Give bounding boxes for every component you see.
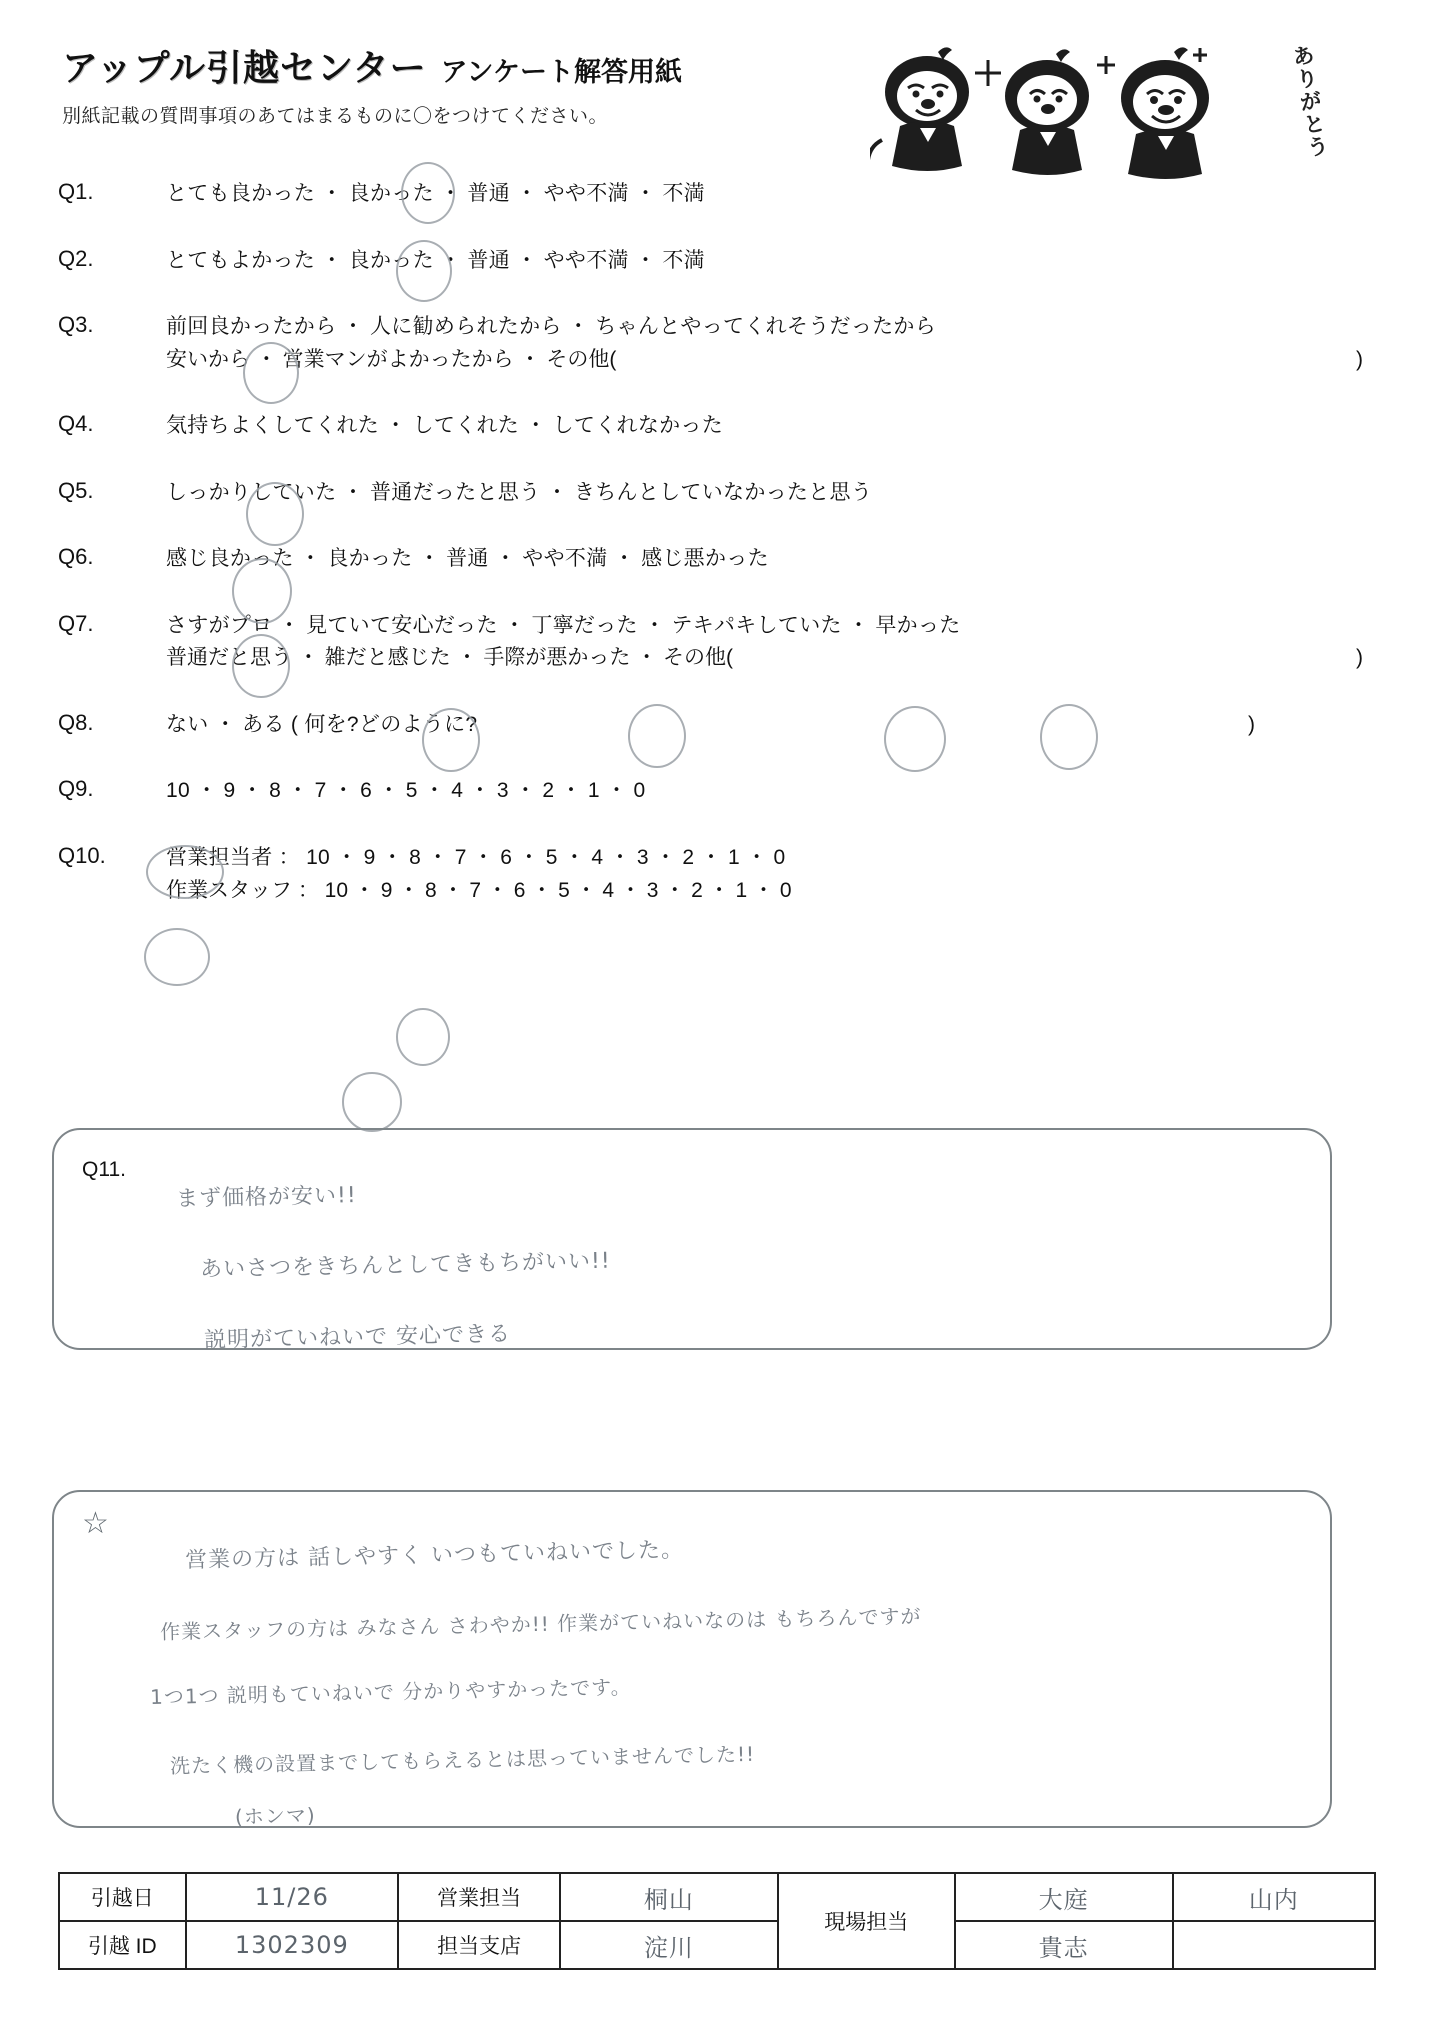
question-q7-options-line2[interactable] (166, 642, 1378, 675)
question-q3-options-line1[interactable]: 前回良かったから ・ 人に勧められたから ・ ちゃんとやってくれそうだったから (166, 315, 937, 339)
question-q6-number: Q6. (58, 544, 94, 570)
question-q8-options[interactable] (166, 709, 1378, 742)
question-q7-number: Q7. (58, 610, 94, 636)
footer-info-table (58, 1872, 1376, 1970)
question-q3-options-line2[interactable] (166, 344, 1378, 377)
mascot-characters-illustration (870, 30, 1290, 190)
thanks-char-2: り (1295, 66, 1322, 93)
question-q3-line2-text: 安いから ・ 営業マンがよかったから ・ その他( (166, 347, 617, 371)
comment-free-line-2: 作業スタッフの方は みなさん さわやか!! 作業がていねいなのは もちろんですが (159, 1604, 922, 1644)
question-q5 (58, 477, 1378, 510)
question-q8 (58, 709, 1378, 742)
question-q2-number: Q2. (58, 245, 94, 271)
comment-box-q11[interactable] (52, 1128, 1332, 1350)
move-id-value[interactable]: 1302309 (186, 1921, 399, 1969)
branch-label: 担当支店 (398, 1921, 560, 1969)
question-q7-line2-text: 普通だと思う ・ 雑だと感じた ・ 手際が悪かった ・ その他( (166, 646, 733, 670)
question-q1-options[interactable]: とても良かった ・ 良かった ・ 普通 ・ やや不満 ・ 不満 (166, 182, 705, 205)
answer-mark-q10-sales (396, 1008, 450, 1066)
question-q7-close-paren: ) (1356, 646, 1363, 670)
question-q7 (58, 610, 1378, 643)
thanks-char-1: あ (1291, 43, 1318, 70)
questions-list (58, 178, 1378, 907)
answer-mark-q10-staff (342, 1072, 402, 1132)
question-q2 (58, 245, 1378, 278)
comment-free-line-3: 1つ1つ 説明もていねいで 分かりやすかったです。 (149, 1674, 632, 1710)
question-q8-close-paren: ) (1248, 712, 1256, 736)
question-q1-number: Q1. (58, 179, 94, 204)
move-id-label: 引越 ID (59, 1921, 186, 1969)
question-q10-number: Q10. (58, 843, 106, 869)
question-q2-options[interactable]: とてもよかった ・ 良かった ・ 普通 ・ やや不満 ・ 不満 (166, 248, 705, 272)
move-date-value[interactable]: 11/26 (186, 1873, 399, 1921)
question-q4 (58, 410, 1378, 443)
comment-q11-line-3: 説明がていねいで 安心できる (203, 1321, 512, 1354)
question-q3-number: Q3. (58, 312, 94, 338)
comment-q11-line-2: あいさつをきちんとしてきもちがいい!! (199, 1248, 611, 1283)
question-q10-sales-scale[interactable]: 営業担当者 ： 10 ・ 9 ・ 8 ・ 7 ・ 6 ・ 5 ・ 4 ・ 3 ・ 2 ・ 1 ・ 0 (166, 846, 786, 870)
question-q9 (58, 775, 1378, 808)
site-staff-value-2[interactable]: 山内 (1173, 1873, 1376, 1921)
question-q4-number: Q4. (58, 411, 94, 437)
site-staff-label: 現場担当 (778, 1873, 955, 1969)
thanks-char-3: が (1298, 88, 1326, 116)
question-q6 (58, 543, 1378, 576)
move-date-label: 引越日 (59, 1873, 186, 1921)
comment-box-q11-label: Q11. (82, 1158, 126, 1181)
sales-rep-label: 営業担当 (398, 1873, 560, 1921)
question-q9-scale[interactable]: 10 ・ 9 ・ 8 ・ 7 ・ 6 ・ 5 ・ 4 ・ 3 ・ 2 ・ 1 ・ 0 (166, 779, 646, 803)
sales-rep-value[interactable]: 桐山 (560, 1873, 778, 1921)
document-type-title: アンケート解答用紙 (440, 57, 682, 87)
thanks-char-5: う (1305, 134, 1333, 161)
table-row-2 (59, 1921, 1375, 1969)
site-staff-value-1[interactable]: 大庭 (955, 1873, 1173, 1921)
comment-free-line-4: 洗たく機の設置までしてもらえるとは思っていませんでした!! (169, 1741, 756, 1779)
site-staff-value-4[interactable] (1173, 1921, 1376, 1969)
thanks-char-4: と (1302, 111, 1329, 139)
question-q3-close-paren: ) (1356, 347, 1363, 371)
question-q10 (58, 842, 1378, 875)
question-q5-options[interactable]: しっかりしていた ・ 普通だったと思う ・ きちんとしていなかったと思う (166, 480, 873, 504)
question-q7-options-line1[interactable]: さすがプロ ・ 見ていて安心だった ・ 丁寧だった ・ テキパキしていた ・ 早かった (166, 613, 961, 637)
question-q3 (58, 311, 1378, 344)
question-q8-number: Q8. (58, 709, 94, 735)
star-icon: ☆ (82, 1507, 109, 1540)
comment-free-line-1: 営業の方は 話しやすく いつもていねいでした。 (184, 1537, 685, 1574)
comment-q11-line-1: まず価格が安い!! (175, 1183, 357, 1212)
thank-you-text (1291, 34, 1388, 161)
site-staff-value-3[interactable]: 貴志 (955, 1921, 1173, 1969)
branch-value[interactable]: 淀川 (560, 1921, 778, 1969)
question-q5-number: Q5. (58, 477, 94, 503)
table-row-1 (59, 1873, 1375, 1921)
answer-mark-q9 (144, 928, 210, 986)
question-q6-options[interactable]: 感じ良かった ・ 良かった ・ 普通 ・ やや不満 ・ 感じ悪かった (166, 547, 769, 571)
question-q1 (58, 178, 1378, 211)
question-q4-options[interactable]: 気持ちよくしてくれた ・ してくれた ・ してくれなかった (166, 414, 724, 438)
question-q9-number: Q9. (58, 776, 94, 802)
company-logo-text: アップル引越センター (62, 47, 427, 88)
question-q8-text: ない ・ ある ( 何を?どのように? (166, 712, 478, 736)
comment-free-line-5: (ホンマ) (234, 1803, 316, 1829)
question-q10-staff-scale[interactable]: 作業スタッフ ： 10 ・ 9 ・ 8 ・ 7 ・ 6 ・ 5 ・ 4 ・ 3 ・ 2 ・ 1 ・ 0 (166, 878, 792, 902)
instruction-text: 別紙記載の質問事項のあてはまるものに〇をつけてください。 (62, 106, 609, 127)
